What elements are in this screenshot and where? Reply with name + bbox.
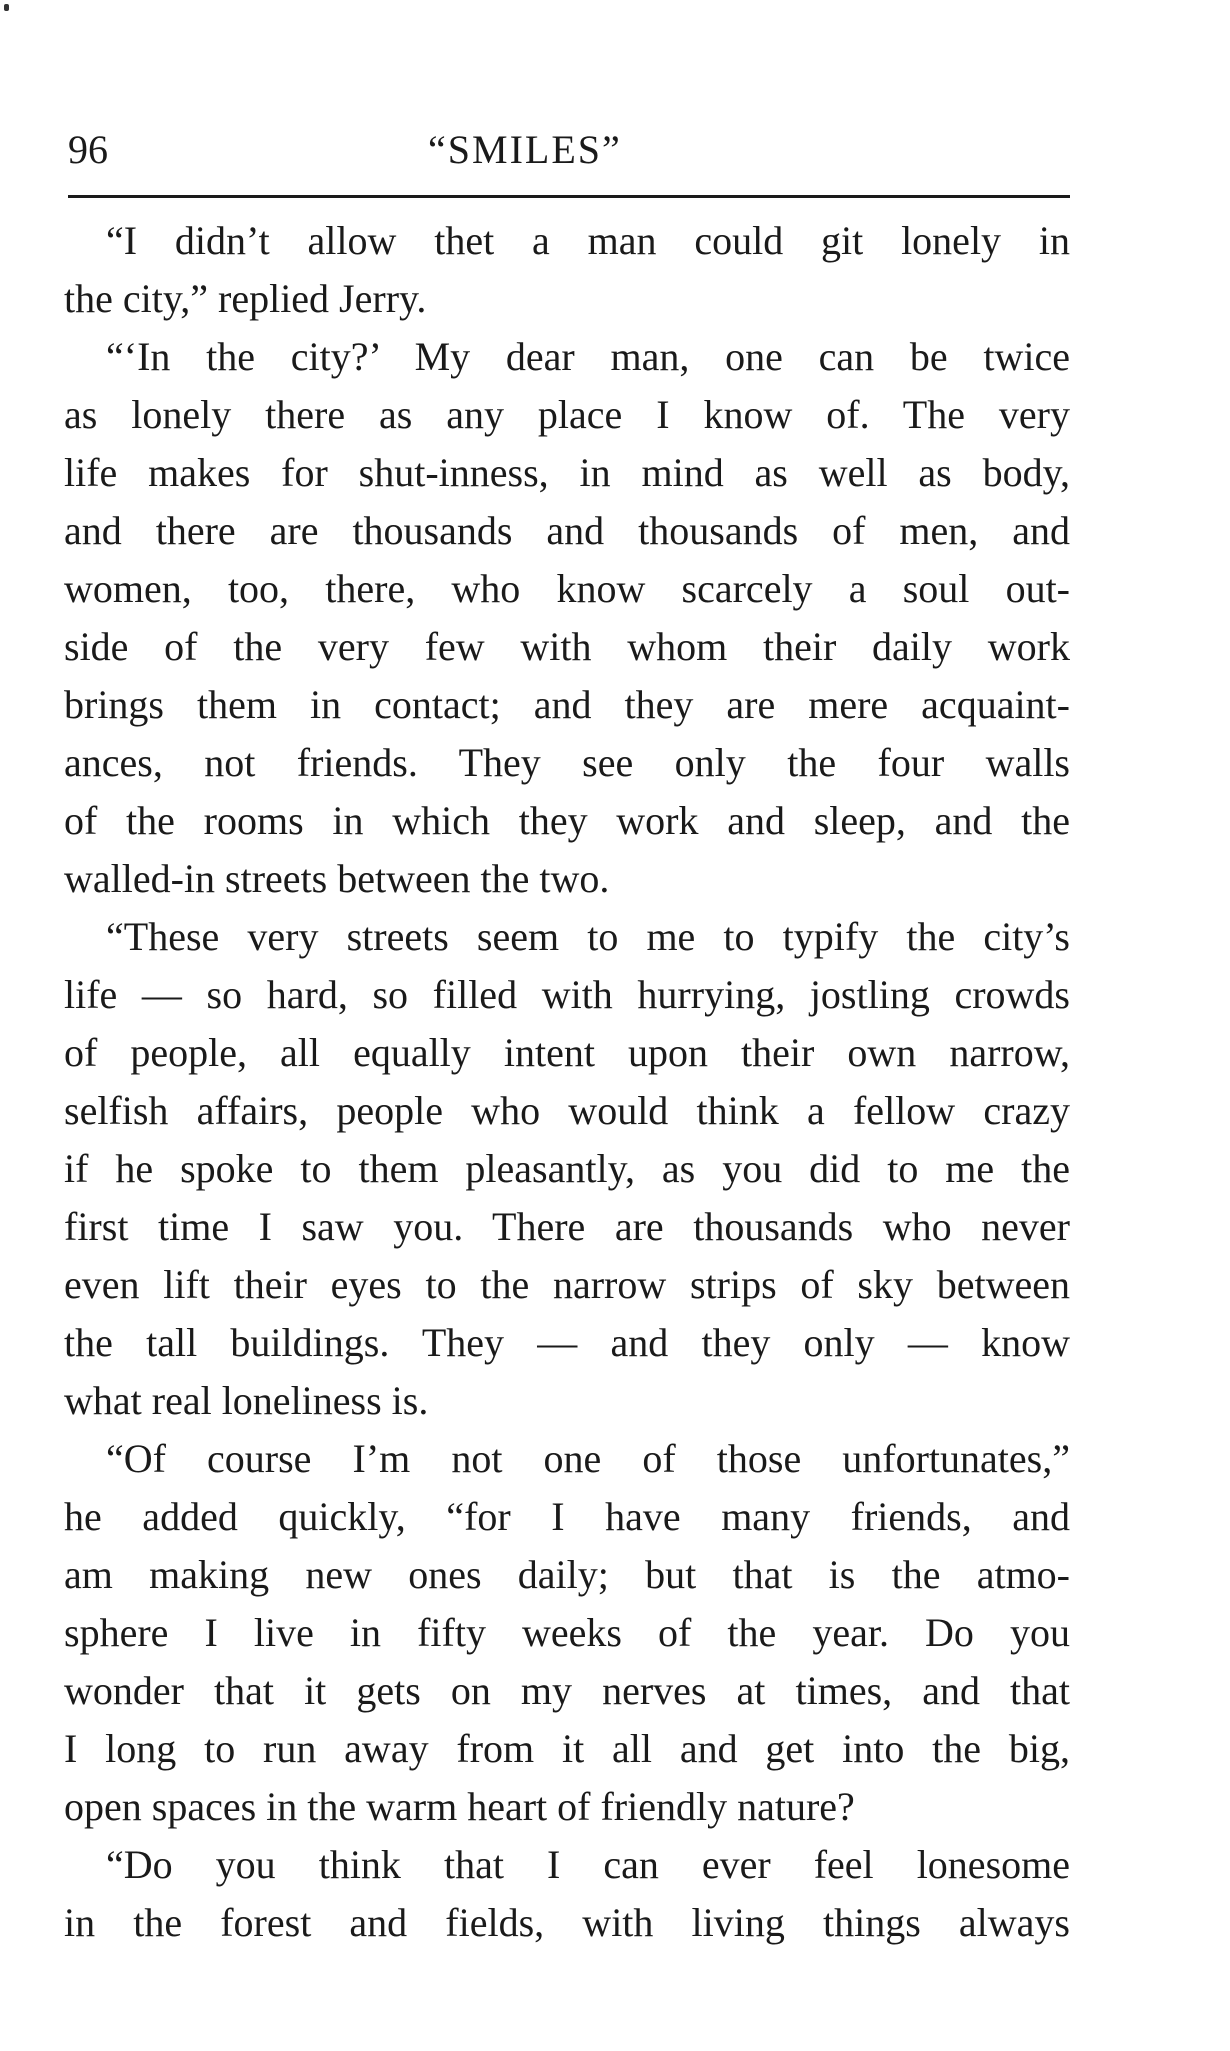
text-line: brings them in contact; and they are mere acquaint-: [64, 682, 1070, 727]
body-text: [64, 212, 1070, 1952]
text-line: “‘In the city?’ My dear man, one can be twice: [106, 334, 1070, 379]
text-line: in the forest and fields, with living things always: [64, 1900, 1070, 1945]
print-speck: [4, 4, 9, 11]
header-rule: [68, 195, 1070, 198]
text-line: “Do you think that I can ever feel lonesome: [106, 1842, 1070, 1887]
text-line: and there are thousands and thousands of men, and: [64, 508, 1070, 553]
page-header: [68, 128, 1070, 188]
text-line: open spaces in the warm heart of friendly nature?: [64, 1784, 855, 1829]
text-line: selfish affairs, people who would think a fellow crazy: [64, 1088, 1070, 1133]
text-line: the city,” replied Jerry.: [64, 276, 427, 321]
text-line: “I didn’t allow thet a man could git lonely in: [106, 218, 1070, 263]
text-line: he added quickly, “for I have many friends, and: [64, 1494, 1070, 1539]
text-line: life makes for shut-inness, in mind as well as body,: [64, 450, 1070, 495]
text-line: “These very streets seem to me to typify the city’s: [106, 914, 1070, 959]
text-line: am making new ones daily; but that is the atmo-: [64, 1552, 1070, 1597]
text-line: wonder that it gets on my nerves at times, and that: [64, 1668, 1070, 1713]
text-line: sphere I live in fifty weeks of the year. Do you: [64, 1610, 1070, 1655]
text-line: ances, not friends. They see only the four walls: [64, 740, 1070, 785]
text-line: as lonely there as any place I know of. The very: [64, 392, 1070, 437]
text-line: what real loneliness is.: [64, 1378, 429, 1423]
text-line: if he spoke to them pleasantly, as you did to me the: [64, 1146, 1070, 1191]
page-number: 96: [68, 127, 108, 172]
text-line: even lift their eyes to the narrow strips of sky between: [64, 1262, 1070, 1307]
running-title: “SMILES”: [428, 127, 622, 172]
text-line: the tall buildings. They — and they only — know: [64, 1320, 1070, 1365]
text-line: walled-in streets between the two.: [64, 856, 610, 901]
text-line: life — so hard, so filled with hurrying, jostling crowds: [64, 972, 1070, 1017]
text-line: “Of course I’m not one of those unfortunates,”: [106, 1436, 1070, 1481]
text-line: of people, all equally intent upon their own narrow,: [64, 1030, 1070, 1075]
text-line: of the rooms in which they work and sleep, and the: [64, 798, 1070, 843]
text-line: women, too, there, who know scarcely a soul out-: [64, 566, 1070, 611]
text-line: side of the very few with whom their daily work: [64, 624, 1070, 669]
text-line: first time I saw you. There are thousands who never: [64, 1204, 1070, 1249]
text-line: I long to run away from it all and get into the big,: [64, 1726, 1070, 1771]
